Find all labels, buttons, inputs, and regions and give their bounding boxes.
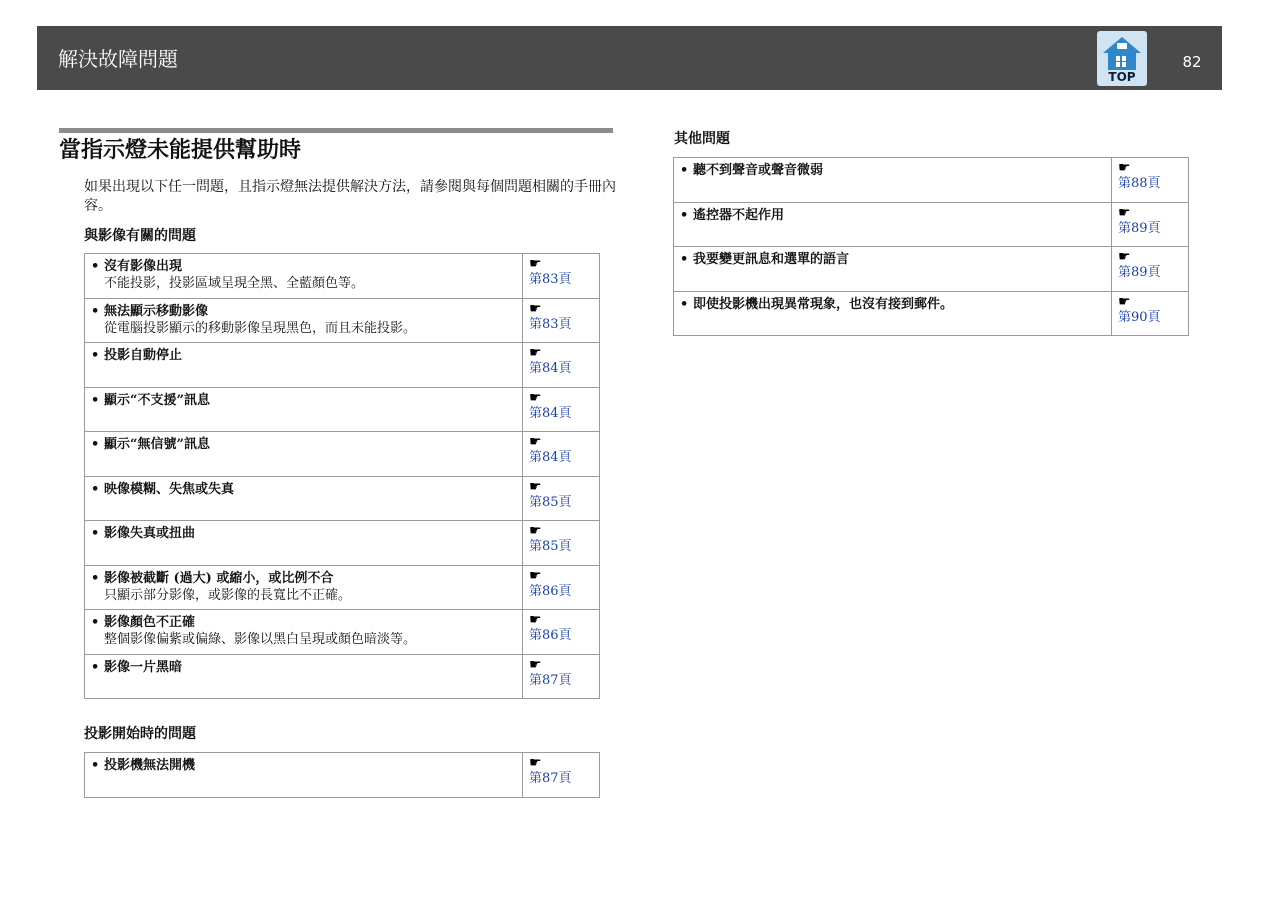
issue-cell <box>85 753 523 798</box>
issue-title: • 投影自動停止 <box>91 347 516 364</box>
issue-cell <box>674 202 1112 247</box>
page-reference-link[interactable]: 第89頁 <box>1118 265 1161 280</box>
page-reference-link[interactable]: 第83頁 <box>529 316 572 332</box>
issue-title: • 遙控器不起作用 <box>680 207 1105 224</box>
issue-cell <box>85 432 523 477</box>
issue-title: • 影像顏色不正確 <box>91 614 516 631</box>
top-button[interactable] <box>1097 31 1147 86</box>
pointing-hand-icon: ☛ <box>529 389 542 406</box>
issue-row <box>85 254 600 299</box>
page-reference-link[interactable]: 第85頁 <box>529 494 572 510</box>
pointing-hand-icon: ☛ <box>1118 293 1131 310</box>
issue-title: • 顯示“不支援”訊息 <box>91 392 516 409</box>
issue-row <box>674 202 1189 247</box>
other-problems-heading: 其他問題 <box>674 131 730 147</box>
pointing-hand-icon: ☛ <box>529 300 542 317</box>
reference-cell <box>523 521 600 566</box>
issue-row <box>85 565 600 610</box>
issue-row <box>85 476 600 521</box>
issue-cell <box>85 298 523 343</box>
issue-title: • 映像模糊、失焦或失真 <box>91 481 516 498</box>
reference-cell <box>1112 158 1189 203</box>
issue-row <box>85 343 600 388</box>
reference-cell <box>523 432 600 477</box>
issue-detail: 不能投影，投影區域呈現全黑、全藍顏色等。 <box>104 276 365 291</box>
reference-cell <box>523 476 600 521</box>
image-problems-table <box>84 253 600 699</box>
pointing-hand-icon: ☛ <box>529 434 542 450</box>
issue-row <box>85 610 600 655</box>
issue-row <box>85 298 600 343</box>
issue-cell <box>85 254 523 299</box>
pointing-hand-icon: ☛ <box>529 256 542 272</box>
reference-cell <box>523 565 600 610</box>
image-problems-heading: 與影像有關的問題 <box>84 228 196 244</box>
issue-detail: 整個影像偏紫或偏綠、影像以黑白呈現或顏色暗淡等。 <box>104 632 417 647</box>
reference-cell <box>1112 247 1189 292</box>
reference-cell <box>523 298 600 343</box>
issue-row <box>85 387 600 432</box>
intro-paragraph: 如果出現以下任一問題，且指示燈無法提供解決方法，請參閱與每個問題相關的手冊內容。 <box>84 179 616 214</box>
page-reference-link[interactable]: 第84頁 <box>529 361 572 376</box>
pointing-hand-icon: ☛ <box>529 567 542 584</box>
pointing-hand-icon: ☛ <box>1118 160 1131 176</box>
issue-row <box>674 291 1189 336</box>
page-reference-link[interactable]: 第84頁 <box>529 450 572 465</box>
reference-cell <box>523 343 600 388</box>
page-reference-link[interactable]: 第90頁 <box>1118 309 1161 325</box>
issue-cell <box>85 610 523 655</box>
issue-cell <box>85 476 523 521</box>
issue-cell <box>85 521 523 566</box>
issue-title: • 無法顯示移動影像 <box>91 303 516 320</box>
page-reference-link[interactable]: 第83頁 <box>529 272 572 287</box>
reference-cell <box>523 610 600 655</box>
issue-title: • 影像被截斷 (過大) 或縮小，或比例不合 <box>91 570 516 587</box>
house-icon <box>1097 31 1147 73</box>
issue-row <box>674 247 1189 292</box>
pointing-hand-icon: ☛ <box>529 755 542 771</box>
issue-cell <box>85 654 523 699</box>
pointing-hand-icon: ☛ <box>529 478 542 495</box>
startup-problems-heading: 投影開始時的問題 <box>84 726 196 742</box>
startup-problems-table <box>84 752 600 798</box>
page-reference-link[interactable]: 第85頁 <box>529 539 572 554</box>
issue-cell <box>674 247 1112 292</box>
issue-title: • 投影機無法開機 <box>91 757 516 774</box>
page-reference-link[interactable]: 第87頁 <box>529 672 572 688</box>
page-header <box>37 26 1222 90</box>
issue-title: • 影像失真或扭曲 <box>91 525 516 542</box>
issue-row <box>85 753 600 798</box>
pointing-hand-icon: ☛ <box>1118 204 1131 221</box>
image-problems-body <box>85 254 600 699</box>
section-title: 當指示燈未能提供幫助時 <box>59 138 302 163</box>
pointing-hand-icon: ☛ <box>529 612 542 628</box>
issue-cell <box>85 565 523 610</box>
issue-title: • 沒有影像出現 <box>91 258 516 275</box>
issue-detail: 從電腦投影顯示的移動影像呈現黑色，而且未能投影。 <box>104 320 417 336</box>
pointing-hand-icon: ☛ <box>1118 249 1131 265</box>
reference-cell <box>1112 202 1189 247</box>
reference-cell <box>523 254 600 299</box>
issue-title: • 聽不到聲音或聲音微弱 <box>680 162 1105 179</box>
issue-cell <box>85 387 523 432</box>
reference-cell <box>523 387 600 432</box>
pointing-hand-icon: ☛ <box>529 345 542 361</box>
issue-detail: 只顯示部分影像，或影像的長寬比不正確。 <box>104 587 352 603</box>
header-title: 解決故障問題 <box>58 47 178 71</box>
issue-row <box>85 432 600 477</box>
issue-row <box>85 654 600 699</box>
top-label: TOP <box>1108 70 1136 84</box>
issue-title: • 即使投影機出現異常現象，也沒有接到郵件。 <box>680 296 1105 313</box>
issue-row <box>85 521 600 566</box>
pointing-hand-icon: ☛ <box>529 523 542 539</box>
page-number: 82 <box>1182 53 1202 71</box>
reference-cell <box>1112 291 1189 336</box>
issue-cell <box>674 291 1112 336</box>
issue-title: • 顯示“無信號”訊息 <box>91 436 516 453</box>
other-problems-body <box>674 158 1189 336</box>
issue-cell <box>674 158 1112 203</box>
section-divider <box>59 128 613 133</box>
startup-problems-body <box>85 753 600 798</box>
page-reference-link[interactable]: 第89頁 <box>1118 220 1161 236</box>
reference-cell <box>523 753 600 798</box>
issue-row <box>674 158 1189 203</box>
page-reference-link[interactable]: 第88頁 <box>1118 176 1161 191</box>
page-reference-link[interactable]: 第86頁 <box>529 628 572 643</box>
pointing-hand-icon: ☛ <box>529 656 542 673</box>
page-reference-link[interactable]: 第84頁 <box>529 405 572 421</box>
reference-cell <box>523 654 600 699</box>
page-reference-link[interactable]: 第87頁 <box>529 771 572 786</box>
issue-cell <box>85 343 523 388</box>
other-problems-table <box>673 157 1189 336</box>
issue-title: • 影像一片黑暗 <box>91 659 516 676</box>
page-reference-link[interactable]: 第86頁 <box>529 583 572 599</box>
issue-title: • 我要變更訊息和選單的語言 <box>680 251 1105 268</box>
